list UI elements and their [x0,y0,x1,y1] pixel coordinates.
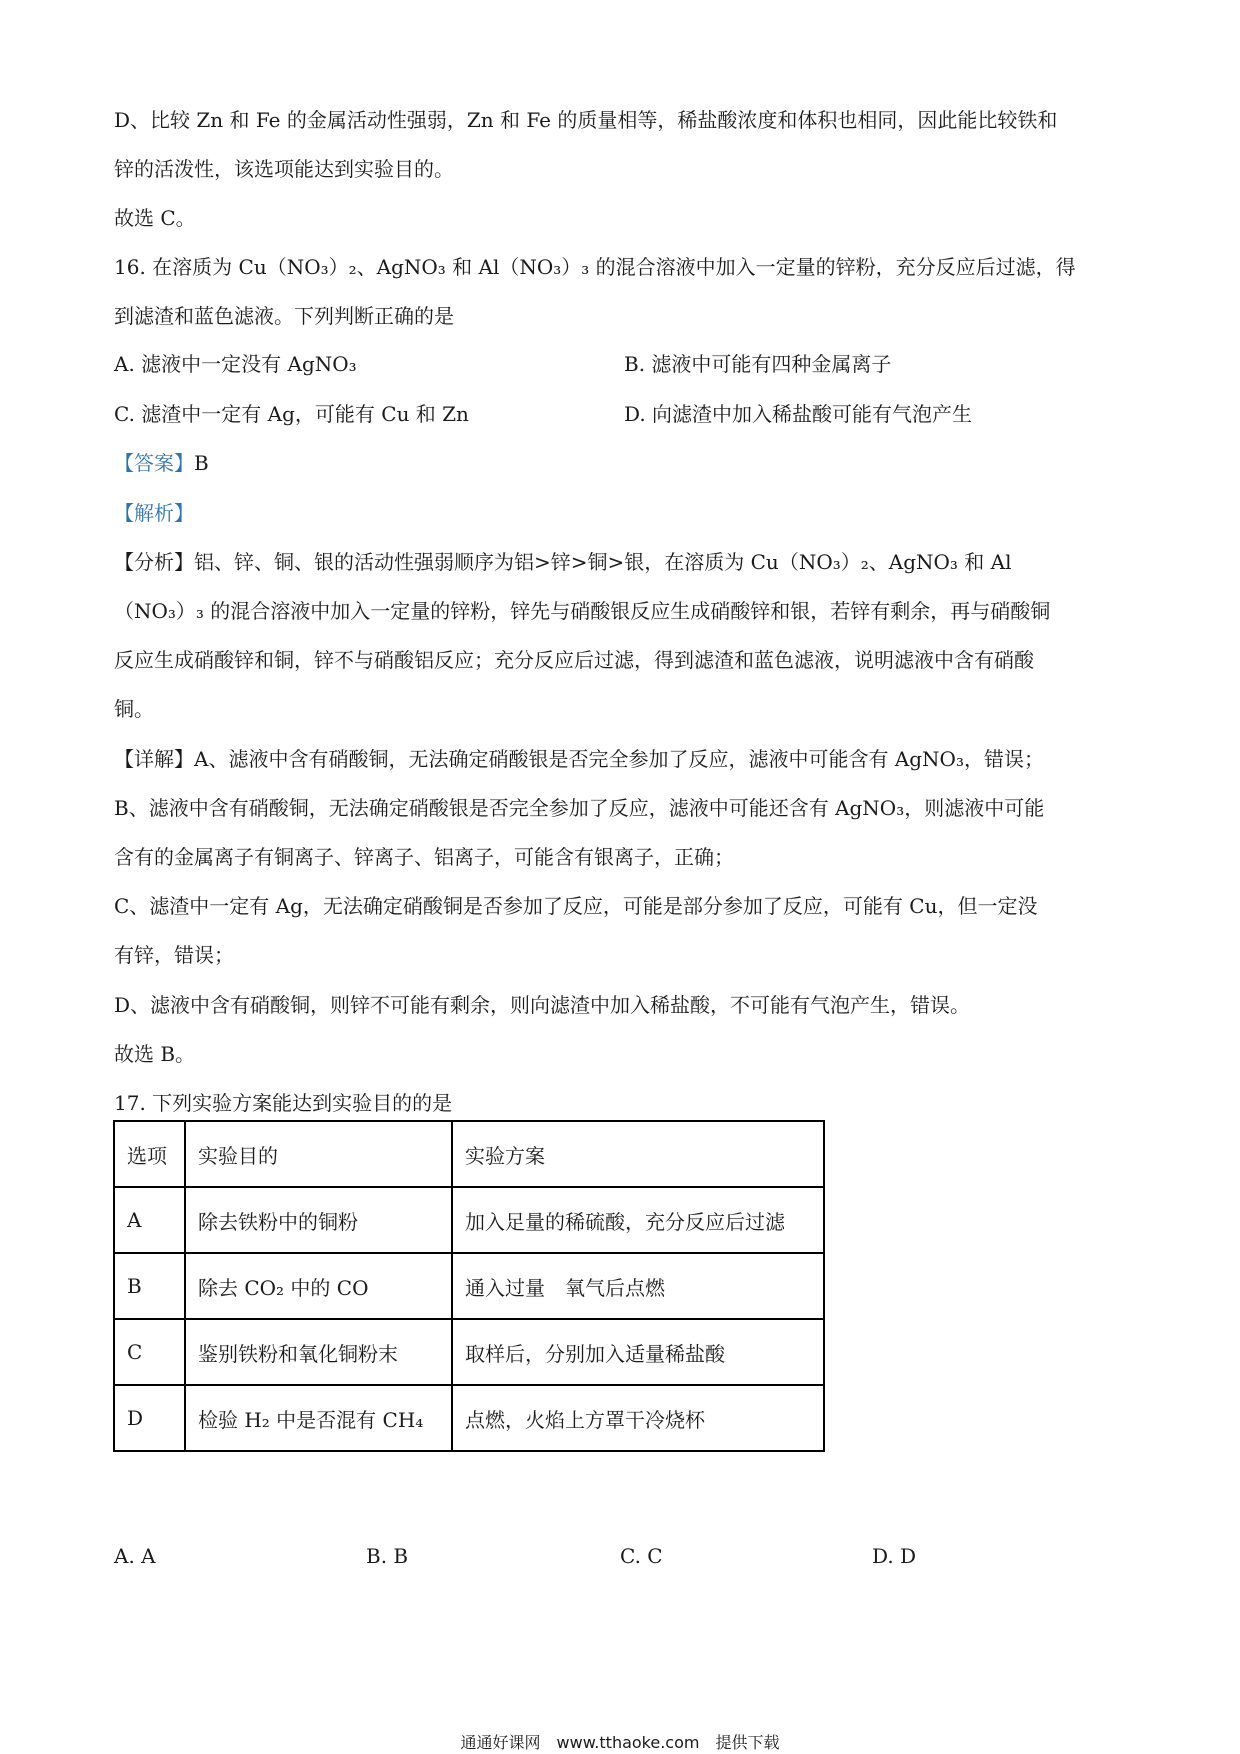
table-header-cell: 实验目的 [185,1121,452,1187]
q16-option-a: A. 滤液中一定没有 AgNO₃ [114,352,357,376]
analysis-line: 故选 B。 [114,1042,196,1066]
table-cell-option: A [114,1187,185,1253]
table-cell-purpose: 检验 H₂ 中是否混有 CH₄ [185,1385,452,1451]
analysis-line: （NO₃）₃ 的混合溶液中加入一定量的锌粉，锌先与硝酸银反应生成硝酸锌和银，若锌有剩余，再与硝酸铜 [114,599,1051,623]
table-cell-purpose: 鉴别铁粉和氧化铜粉末 [185,1319,452,1385]
q17-option-c: C. C [620,1544,663,1568]
q16-option-b: B. 滤液中可能有四种金属离子 [624,352,892,376]
answer-value: B [194,451,209,475]
answer-label: 【答案】 [114,451,194,475]
table-row [114,1187,824,1253]
q16-option-c: C. 滤渣中一定有 Ag，可能有 Cu 和 Zn [114,402,469,426]
table-header-cell: 实验方案 [452,1121,824,1187]
table-row [114,1385,824,1451]
analysis-line: 反应生成硝酸锌和铜，锌不与硝酸铝反应；充分反应后过滤，得到滤渣和蓝色滤液，说明滤液中含有硝酸 [114,648,1034,672]
table-cell-option: D [114,1385,185,1451]
analysis-line: 【分析】铝、锌、铜、银的活动性强弱顺序为铝>锌>铜>银，在溶质为 Cu（NO₃）₂、AgNO₃ 和 Al [114,550,1012,574]
analysis-line: C、滤渣中一定有 Ag，无法确定硝酸铜是否参加了反应，可能是部分参加了反应，可能有 Cu，但一定没 [114,894,1038,918]
choose-c: 故选 C。 [114,206,196,230]
analysis-line: B、滤液中含有硝酸铜，无法确定硝酸银是否完全参加了反应，滤液中可能还含有 AgNO₃，则滤液中可能 [114,796,1045,820]
table-cell-purpose: 除去铁粉中的铜粉 [185,1187,452,1253]
q17-option-b: B. B [366,1544,409,1568]
table-row [114,1319,824,1385]
q17-option-d: D. D [872,1544,917,1568]
analysis-line: 铜。 [114,697,154,721]
q17-option-a: A. A [114,1544,156,1568]
table-cell-option: C [114,1319,185,1385]
q17-title: 17. 下列实验方案能达到实验目的的是 [114,1091,453,1115]
d-line-1: D、比较 Zn 和 Fe 的金属活动性强弱，Zn 和 Fe 的质量相等，稀盐酸浓度和体积也相同，因此能比较铁和 [114,108,1058,132]
d-line-2: 锌的活泼性，该选项能达到实验目的。 [114,157,454,181]
answer-line [114,449,209,477]
analysis-line: 含有的金属离子有铜离子、锌离子、铝离子，可能含有银离子，正确； [114,845,734,869]
q16-option-d: D. 向滤渣中加入稀盐酸可能有气泡产生 [624,402,973,426]
table-row [114,1253,824,1319]
footer-text: 通通好课网 www.tthaoke.com 提供下载 [460,1733,780,1752]
q16-line-2: 到滤渣和蓝色滤液。下列判断正确的是 [114,304,454,328]
analysis-line: 【详解】A、滤液中含有硝酸铜，无法确定硝酸银是否完全参加了反应，滤液中可能含有 AgNO₃，错误； [114,747,1044,771]
table-cell-plan: 点燃，火焰上方罩干冷烧杯 [452,1385,824,1451]
table-cell-purpose: 除去 CO₂ 中的 CO [185,1253,452,1319]
q16-line-1: 16. 在溶质为 Cu（NO₃）₂、AgNO₃ 和 Al（NO₃）₃ 的混合溶液中加入一定量的锌粉，充分反应后过滤，得 [114,255,1076,279]
table-header-row [114,1121,824,1187]
table-cell-option: B [114,1253,185,1319]
table-cell-plan: 取样后，分别加入适量稀盐酸 [452,1319,824,1385]
analysis-line: D、滤液中含有硝酸铜，则锌不可能有剩余，则向滤渣中加入稀盐酸，不可能有气泡产生，错误。 [114,993,971,1017]
analysis-line: 有锌，错误； [114,943,234,967]
table-cell-plan: 加入足量的稀硫酸，充分反应后过滤 [452,1187,824,1253]
analysis-label: 【解析】 [114,501,194,525]
experiment-table [113,1120,825,1452]
table-cell-plan: 通入过量 氧气后点燃 [452,1253,824,1319]
table-header-cell: 选项 [114,1121,185,1187]
